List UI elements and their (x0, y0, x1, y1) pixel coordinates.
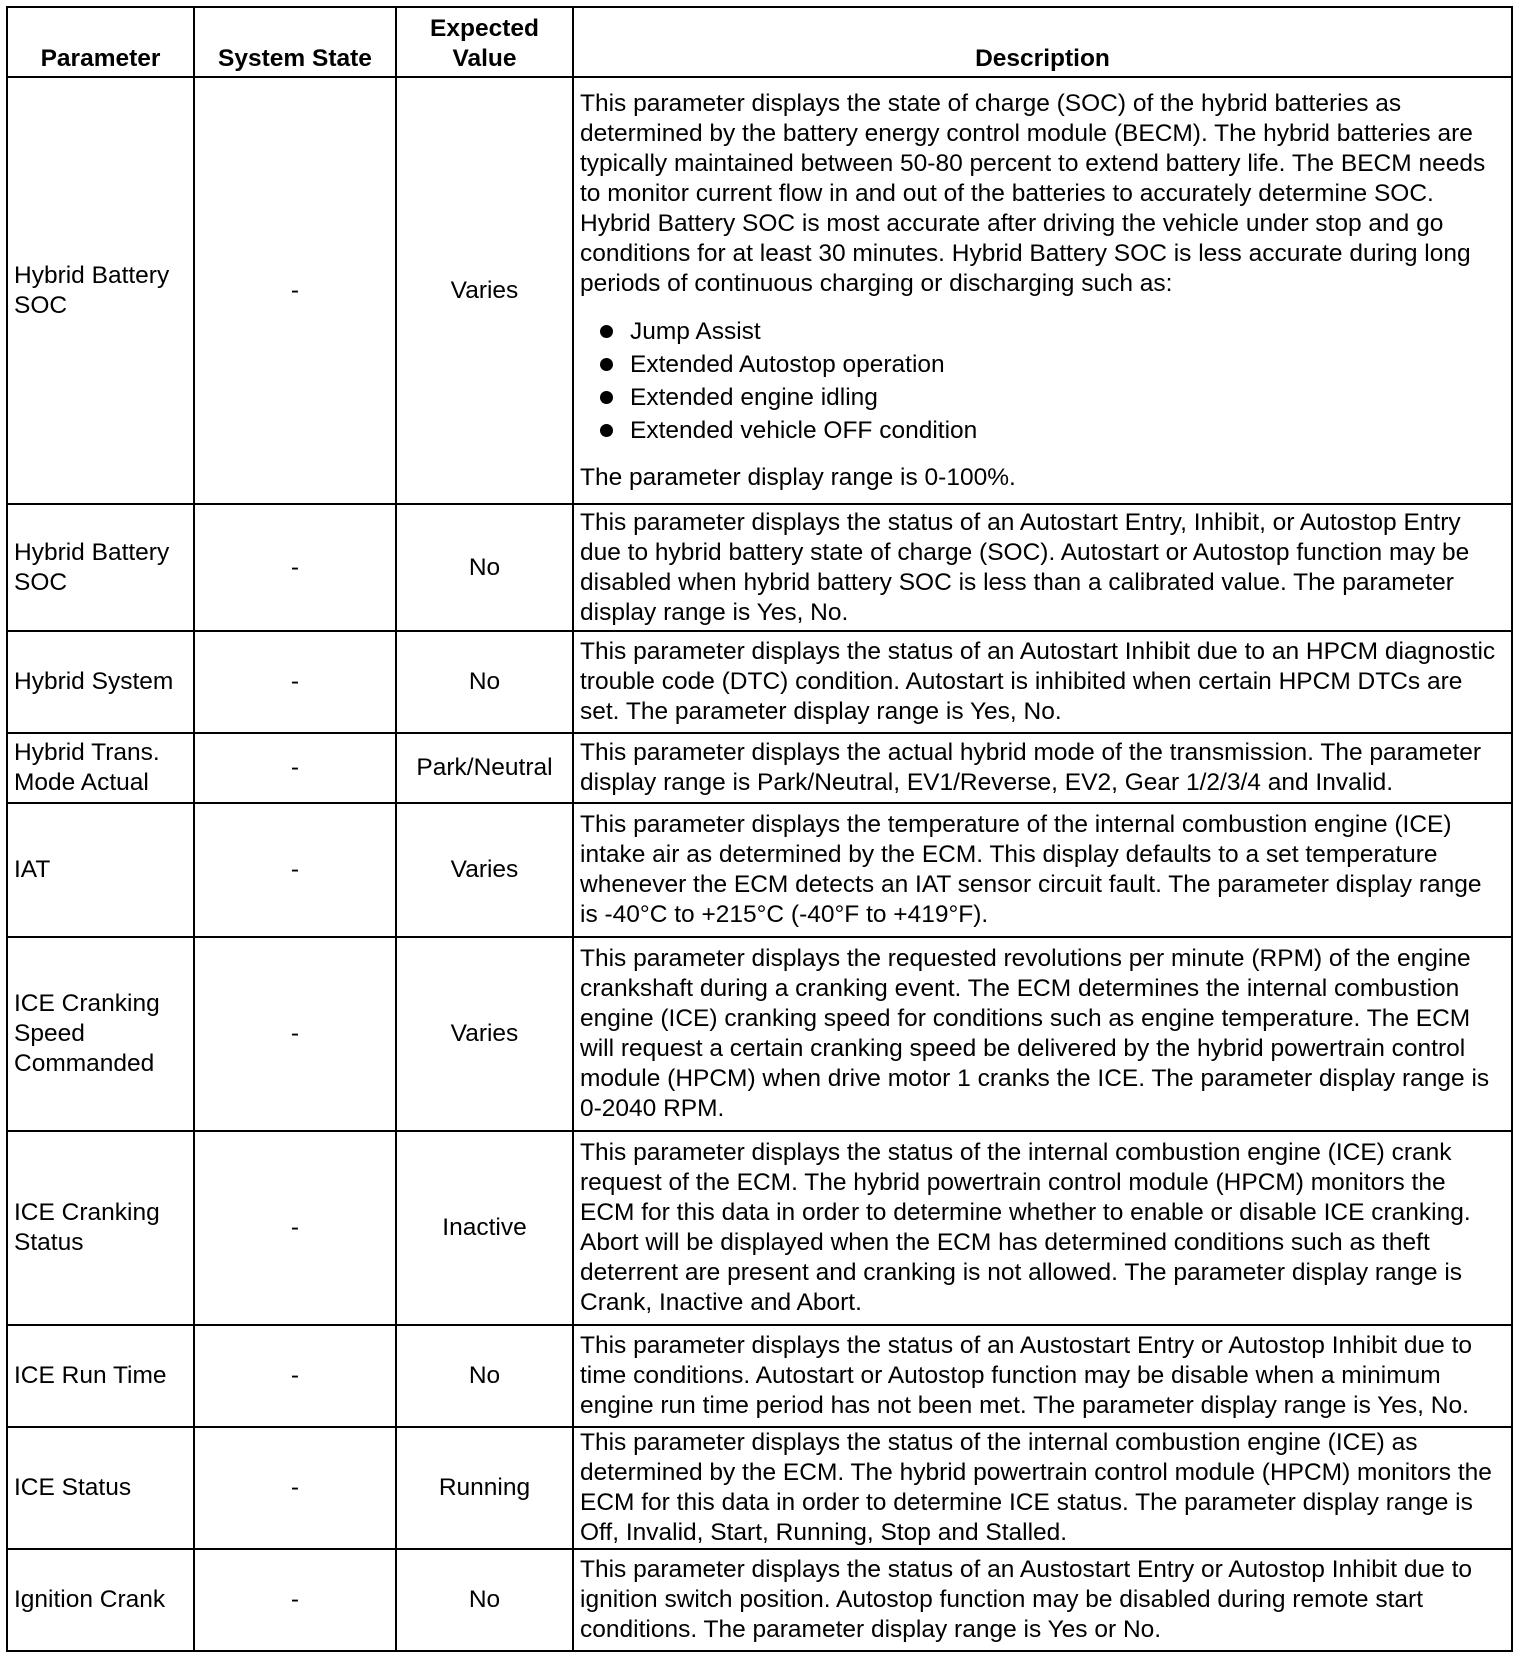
description-cell: This parameter displays the status of an Autostart Inhibit due to an HPCM diagnostic trouble code (DTC) condition. Autostart is inhibited when certain HPCM DTCs are set. The parameter display range is Yes, No. (573, 631, 1512, 733)
description-cell: This parameter displays the status of the internal combustion engine (ICE) as determined by the ECM. The hybrid powertrain control module (HPCM) monitors the ECM for this data in order to determine ICE status. The parameter display range is Off, Invalid, Start, Running, Stop and Stalled. (573, 1427, 1512, 1549)
system-state-cell: - (194, 733, 396, 803)
bullet-text: Extended Autostop operation (630, 350, 945, 378)
parameter-cell: Hybrid Trans. Mode Actual (7, 733, 194, 803)
expected-value-cell: Inactive (396, 1131, 573, 1325)
table-row (7, 1131, 1512, 1325)
parameter-cell: ICE Run Time (7, 1325, 194, 1427)
description-text: This parameter displays the state of charge (SOC) of the hybrid batteries as determined by the battery energy control module (BECM). The hybrid batteries are typically maintained between 50-80 percent to extend battery life. The BECM needs to monitor current flow in and out of the batteries to accurately determine SOC. Hybrid Battery SOC is most accurate after driving the vehicle under stop and go conditions for at least 30 minutes. Hybrid Battery SOC is less accurate during long periods of continuous charging or discharging such as: (580, 89, 1486, 297)
expected-value-cell: Varies (396, 77, 573, 504)
bullet-icon (600, 358, 613, 371)
table-row (7, 937, 1512, 1131)
parameter-cell: Hybrid Battery SOC (7, 77, 194, 504)
parameter-cell: ICE Status (7, 1427, 194, 1549)
table-row (7, 803, 1512, 937)
description-cell: This parameter displays the requested revolutions per minute (RPM) of the engine crankshaft during a cranking event. The ECM determines the internal combustion engine (ICE) cranking speed for conditions such as engine temperature. The ECM will request a certain cranking speed be delivered by the hybrid powertrain control module (HPCM) when drive motor 1 cranks the ICE. The parameter display range is 0-2040 RPM. (573, 937, 1512, 1131)
table-row (7, 77, 1512, 504)
expected-value-cell: No (396, 1325, 573, 1427)
expected-value-cell: No (396, 1549, 573, 1651)
bullet-item (580, 414, 1505, 447)
description-cell: This parameter displays the status of the internal combustion engine (ICE) crank request of the ECM. The hybrid powertrain control module (HPCM) monitors the ECM for this data in order to determine whether to enable or disable ICE cranking. Abort will be displayed when the ECM has determined conditions such as theft deterrent are present and cranking is not allowed. The parameter display range is Crank, Inactive and Abort. (573, 1131, 1512, 1325)
system-state-cell: - (194, 1427, 396, 1549)
header-parameter: Parameter (7, 7, 194, 77)
header-expected-value: Expected Value (396, 7, 573, 77)
parameter-cell: ICE Cranking Speed Commanded (7, 937, 194, 1131)
expected-value-cell: No (396, 504, 573, 631)
bullet-item (580, 348, 1505, 381)
table-row (7, 504, 1512, 631)
table-row (7, 631, 1512, 733)
expected-value-cell: Park/Neutral (396, 733, 573, 803)
page (6, 6, 1511, 1652)
system-state-cell: - (194, 937, 396, 1131)
expected-value-cell: No (396, 631, 573, 733)
description-cell: This parameter displays the temperature of the internal combustion engine (ICE) intake air as determined by the ECM. This display defaults to a set temperature whenever the ECM detects an IAT sensor circuit fault. The parameter display range is -40°C to +215°C (-40°F to +419°F). (573, 803, 1512, 937)
bullet-item (580, 381, 1505, 414)
parameter-cell: ICE Cranking Status (7, 1131, 194, 1325)
system-state-cell: - (194, 77, 396, 504)
bullet-icon (600, 424, 613, 437)
bullet-icon (600, 325, 613, 338)
header-description: Description (573, 7, 1512, 77)
system-state-cell: - (194, 1325, 396, 1427)
parameter-cell: Hybrid System (7, 631, 194, 733)
system-state-cell: - (194, 1131, 396, 1325)
description-cell: This parameter displays the status of an Austostart Entry or Autostop Inhibit due to ignition switch position. Autostop function may be disabled during remote start conditions. The parameter display range is Yes or No. (573, 1549, 1512, 1651)
description-range-text: The parameter display range is 0-100%. (580, 463, 1016, 491)
table-row (7, 1325, 1512, 1427)
expected-value-cell: Running (396, 1427, 573, 1549)
bullet-text: Extended vehicle OFF condition (630, 416, 978, 444)
description-cell: This parameter displays the status of an Autostart Entry, Inhibit, or Autostop Entry due to hybrid battery state of charge (SOC). Autostart or Autostop function may be disabled when hybrid battery SOC is less than a calibrated value. The parameter display range is Yes, No. (573, 504, 1512, 631)
parameter-cell: Hybrid Battery SOC (7, 504, 194, 631)
table-row (7, 1549, 1512, 1651)
header-row (7, 7, 1512, 77)
bullet-icon (600, 391, 613, 404)
parameter-table (6, 6, 1513, 1652)
expected-value-cell: Varies (396, 937, 573, 1131)
bullet-item (580, 315, 1505, 348)
parameter-cell: Ignition Crank (7, 1549, 194, 1651)
system-state-cell: - (194, 803, 396, 937)
description-cell: This parameter displays the status of an Austostart Entry or Autostop Inhibit due to time conditions. Autostart or Autostop function may be disable when a minimum engine run time period has not been met. The parameter display range is Yes, No. (573, 1325, 1512, 1427)
parameter-cell: IAT (7, 803, 194, 937)
expected-value-cell: Varies (396, 803, 573, 937)
system-state-cell: - (194, 504, 396, 631)
description-cell (573, 77, 1512, 504)
bullet-text: Jump Assist (630, 317, 761, 345)
description-cell: This parameter displays the actual hybrid mode of the transmission. The parameter display range is Park/Neutral, EV1/Reverse, EV2, Gear 1/2/3/4 and Invalid. (573, 733, 1512, 803)
bullet-text: Extended engine idling (630, 383, 878, 411)
system-state-cell: - (194, 1549, 396, 1651)
table-row (7, 733, 1512, 803)
header-system-state: System State (194, 7, 396, 77)
table-row (7, 1427, 1512, 1549)
bullet-list (580, 315, 1505, 447)
system-state-cell: - (194, 631, 396, 733)
